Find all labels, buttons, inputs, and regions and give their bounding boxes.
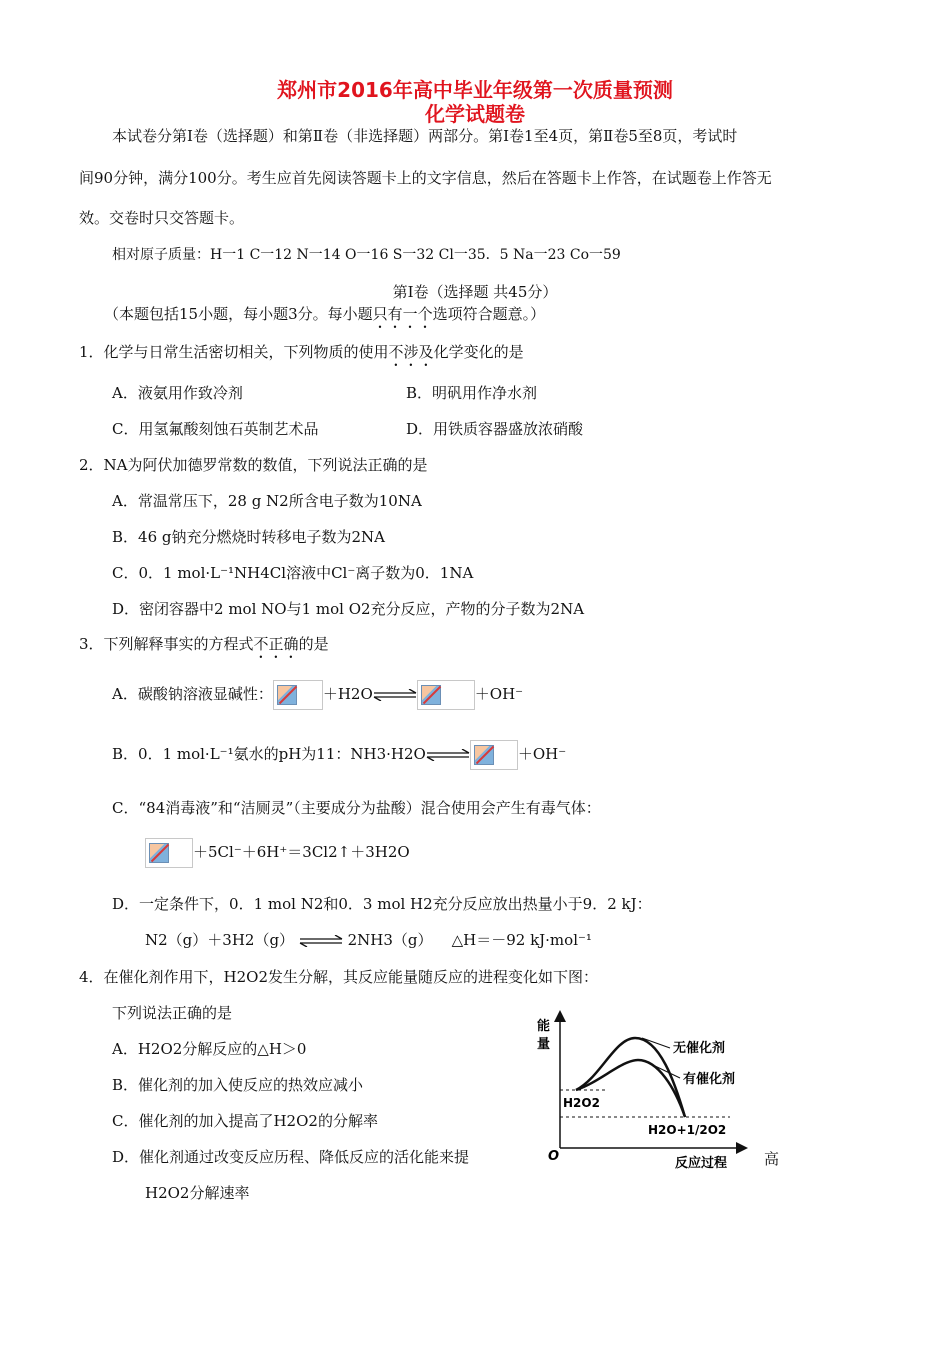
equilibrium-arrow-icon xyxy=(299,935,343,947)
section-heading: 第Ⅰ卷（选择题 共45分） xyxy=(392,283,558,301)
question-1-option-d: D．用铁质容器盛放浓硝酸 xyxy=(406,420,584,438)
intro-line-1: 本试卷分第Ⅰ卷（选择题）和第Ⅱ卷（非选择题）两部分。第Ⅰ卷1至4页，第Ⅱ卷5至8页，考试时 xyxy=(112,127,738,145)
question-4-option-b: B．催化剂的加入使反应的热效应减小 xyxy=(112,1076,364,1094)
leader-uncatalyzed xyxy=(642,1038,670,1048)
atomic-masses: 相对原子质量：H一1 C一12 N一14 O一16 S一32 Cl一35．5 Na一23 Co一59 xyxy=(112,247,621,263)
intro-line-2: 间90分钟，满分100分。考生应首先阅读答题卡上的文字信息，然后在答题卡上作答，在试题卷上作答无 xyxy=(79,169,772,187)
question-3-option-d: D．一定条件下，0．1 mol N2和0．3 mol H2充分反应放出热量小于9．2 kJ： xyxy=(112,895,652,913)
question-3-option-a: A．碳酸钠溶液显碱性： ＋H2O ＋OH⁻ xyxy=(112,680,523,710)
section-note: （本题包括15小题，每小题3分。每小题只有一个选项符合题意。） xyxy=(104,305,546,323)
intro-line-3: 效。交卷时只交答题卡。 xyxy=(79,209,245,227)
broken-image-icon xyxy=(145,838,193,868)
emphasis-incorrect: 不正确 xyxy=(253,635,299,653)
paper-subtitle: 化学试题卷 xyxy=(425,102,525,126)
equilibrium-arrow-icon xyxy=(426,749,470,761)
paper-title: 郑州市2016年高中毕业年级第一次质量预测 xyxy=(277,78,673,102)
question-1-option-c: C．用氢氟酸刻蚀石英制艺术品 xyxy=(112,420,319,438)
label-reactant: H2O2 xyxy=(563,1096,600,1110)
label-uncatalyzed: 无催化剂 xyxy=(673,1041,726,1056)
origin-label: O xyxy=(548,1149,560,1164)
question-4-option-a: A．H2O2分解反应的△H＞0 xyxy=(112,1040,307,1058)
question-3-option-b: B．0．1 mol·L⁻¹氨水的pH为11：NH3·H2O ＋OH⁻ xyxy=(112,740,566,770)
question-2-option-b: B．46 g钠充分燃烧时转移电子数为2NA xyxy=(112,528,385,546)
question-4-option-c: C．催化剂的加入提高了H2O2的分解率 xyxy=(112,1112,378,1130)
question-4-stem: 4．在催化剂作用下，H2O2发生分解，其反应能量随反应的进程变化如下图： xyxy=(79,968,599,986)
question-3-stem: 3．下列解释事实的方程式不正确的是 xyxy=(79,635,329,653)
broken-image-icon xyxy=(273,680,323,710)
question-1-option-b: B．明矾用作净水剂 xyxy=(406,384,538,402)
emphasis-only-one: 只有一个 xyxy=(372,305,433,323)
emphasis-not-involve: 不涉及 xyxy=(388,343,434,361)
label-catalyzed: 有催化剂 xyxy=(683,1072,736,1087)
question-4-option-d-cont: H2O2分解速率 xyxy=(145,1184,250,1202)
x-axis-label: 反应过程 xyxy=(675,1156,728,1171)
label-product: H2O+1/2O2 xyxy=(648,1123,727,1137)
question-3-option-c: C．“84消毒液”和“洁厕灵”（主要成分为盐酸）混合使用会产生有毒气体： xyxy=(112,799,601,817)
question-2-stem: 2．NA为阿伏加德罗常数的数值，下列说法正确的是 xyxy=(79,456,428,474)
broken-image-icon xyxy=(417,680,475,710)
energy-diagram xyxy=(530,1008,760,1173)
question-1-option-a: A．液氨用作致冷剂 xyxy=(112,384,243,402)
question-4-prompt: 下列说法正确的是 xyxy=(112,1004,233,1022)
y-axis-label-1: 能 xyxy=(537,1019,551,1034)
equilibrium-arrow-icon xyxy=(373,689,417,701)
question-1-stem: 1．化学与日常生活密切相关，下列物质的使用不涉及化学变化的是 xyxy=(79,343,524,361)
question-4-option-d: D．催化剂通过改变反应历程、降低反应的活化能来提 xyxy=(112,1148,470,1166)
question-2-option-a: A．常温常压下，28 g N2所含电子数为10NA xyxy=(112,492,422,510)
question-3-option-d-equation: N2（g）＋3H2（g） 2NH3（g） △H＝－92 kJ·mol⁻¹ xyxy=(145,931,592,949)
question-3-option-c-equation: ＋5Cl⁻＋6H⁺＝3Cl2↑＋3H2O xyxy=(145,838,410,868)
question-2-option-c: C．0．1 mol·L⁻¹NH4Cl溶液中Cl⁻离子数为0．1NA xyxy=(112,564,474,582)
question-4-option-d-wrap: 高 xyxy=(764,1150,780,1168)
y-axis-label-2: 量 xyxy=(537,1037,551,1052)
broken-image-icon xyxy=(470,740,518,770)
question-2-option-d: D．密闭容器中2 mol NO与1 mol O2充分反应，产物的分子数为2NA xyxy=(112,600,585,618)
